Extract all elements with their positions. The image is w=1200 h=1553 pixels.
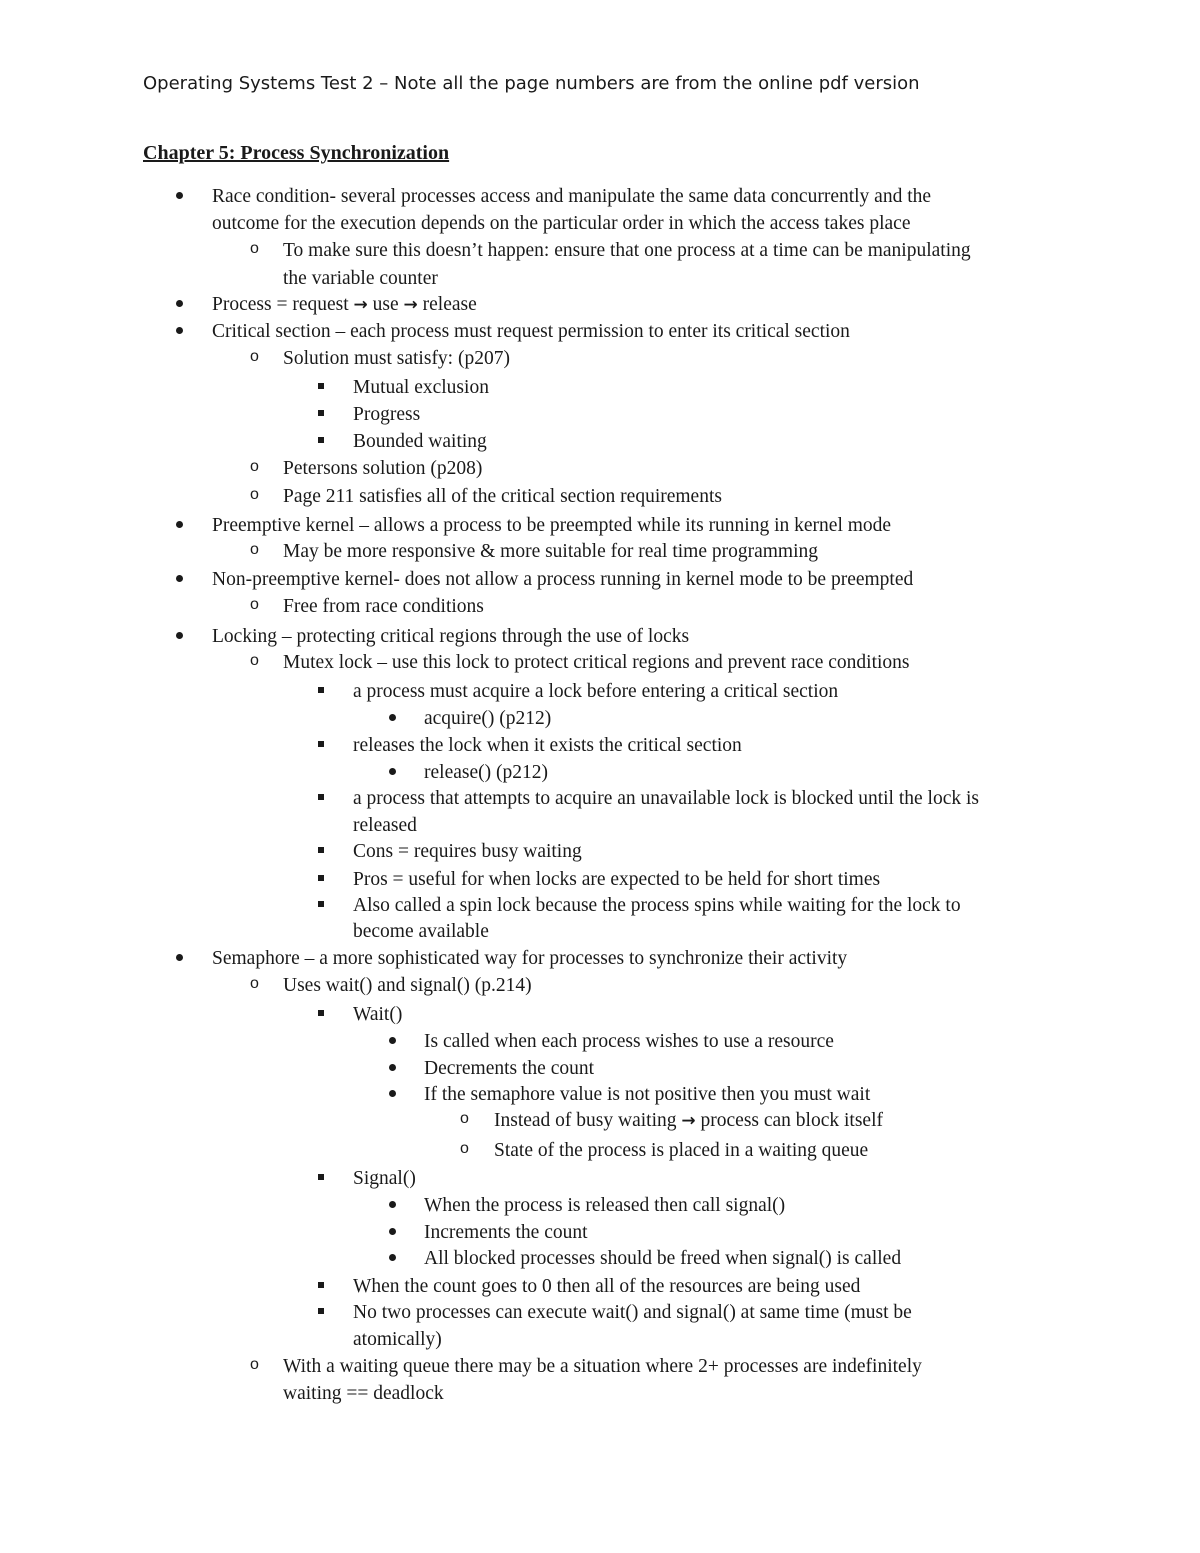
arrow-icon: →: [353, 295, 368, 315]
circle-bullet-icon: o: [250, 652, 259, 669]
note-line: Wait(): [353, 1004, 403, 1025]
circle-bullet-icon: o: [250, 240, 259, 257]
circle-bullet-icon: o: [250, 1356, 259, 1373]
square-bullet-icon: [318, 838, 324, 853]
note-line: releases the lock when it exists the critical section: [353, 735, 742, 756]
note-line: Progress: [353, 404, 421, 425]
circle-bullet-icon: o: [250, 486, 259, 503]
note-line: Petersons solution (p208): [283, 458, 483, 479]
note-line: Bounded waiting: [353, 431, 487, 452]
square-bullet-icon: [318, 374, 324, 389]
note-line: Cons = requires busy waiting: [353, 841, 582, 862]
square-bullet-icon: [318, 732, 324, 747]
bullet-icon: [389, 1081, 396, 1097]
circle-bullet-icon: o: [250, 541, 259, 558]
note-line: Race condition- several processes access and manipulate the same data concurrently and the: [212, 186, 932, 207]
square-bullet-icon: [318, 892, 324, 907]
circle-bullet-icon: o: [460, 1110, 469, 1127]
note-line: the variable counter: [283, 268, 438, 289]
bullet-icon: [176, 291, 183, 307]
note-line: waiting == deadlock: [283, 1383, 444, 1404]
bullet-icon: [389, 1245, 396, 1261]
note-line: All blocked processes should be freed when signal() is called: [424, 1248, 902, 1269]
note-line: Is called when each process wishes to use a resource: [424, 1031, 834, 1052]
note-line: Page 211 satisfies all of the critical section requirements: [283, 486, 722, 507]
square-bullet-icon: [318, 1165, 324, 1180]
square-bullet-icon: [318, 785, 324, 800]
note-line: become available: [353, 921, 489, 942]
note-line: Solution must satisfy: (p207): [283, 348, 510, 369]
bullet-icon: [176, 566, 183, 582]
circle-bullet-icon: o: [250, 458, 259, 475]
note-line: When the process is released then call signal(): [424, 1195, 786, 1216]
note-line: a process must acquire a lock before entering a critical section: [353, 681, 839, 702]
note-line: Semaphore – a more sophisticated way for processes to synchronize their activity: [212, 948, 848, 969]
note-line: Also called a spin lock because the process spins while waiting for the lock to: [353, 895, 961, 916]
chapter-heading: Chapter 5: Process Synchronization: [143, 142, 450, 164]
note-line: Mutual exclusion: [353, 377, 489, 398]
bullet-icon: [176, 623, 183, 639]
bullet-icon: [389, 1055, 396, 1071]
note-line: When the count goes to 0 then all of the resources are being used: [353, 1276, 861, 1297]
bullet-icon: [389, 1219, 396, 1235]
note-line: Non-preemptive kernel- does not allow a process running in kernel mode to be preempted: [212, 569, 914, 590]
bullet-icon: [176, 945, 183, 961]
note-line: a process that attempts to acquire an unavailable lock is blocked until the lock is: [353, 788, 979, 809]
note-line: Pros = useful for when locks are expected to be held for short times: [353, 869, 881, 890]
square-bullet-icon: [318, 1273, 324, 1288]
circle-bullet-icon: o: [250, 596, 259, 613]
square-bullet-icon: [318, 401, 324, 416]
note-line: State of the process is placed in a waiting queue: [494, 1140, 869, 1161]
bullet-icon: [389, 705, 396, 721]
square-bullet-icon: [318, 428, 324, 443]
note-line: With a waiting queue there may be a situation where 2+ processes are indefinitely: [283, 1356, 922, 1377]
note-line: No two processes can execute wait() and signal() at same time (must be: [353, 1302, 912, 1323]
circle-bullet-icon: o: [460, 1140, 469, 1157]
note-line: To make sure this doesn’t happen: ensure that one process at a time can be manipulating: [283, 240, 971, 261]
note-line: Preemptive kernel – allows a process to be preempted while its running in kernel mode: [212, 515, 892, 536]
square-bullet-icon: [318, 1299, 324, 1314]
note-line: acquire() (p212): [424, 708, 552, 729]
note-line: release() (p212): [424, 762, 548, 783]
square-bullet-icon: [318, 1001, 324, 1016]
square-bullet-icon: [318, 866, 324, 881]
note-line: Decrements the count: [424, 1058, 595, 1079]
bullet-icon: [389, 1192, 396, 1208]
circle-bullet-icon: o: [250, 975, 259, 992]
bullet-icon: [176, 318, 183, 334]
note-line: Free from race conditions: [283, 596, 484, 617]
bullet-icon: [176, 183, 183, 199]
note-line: Instead of busy waiting → process can block itself: [494, 1110, 883, 1131]
note-line: atomically): [353, 1329, 442, 1350]
arrow-icon: →: [681, 1111, 696, 1131]
bullet-icon: [389, 1028, 396, 1044]
note-line: released: [353, 815, 417, 836]
arrow-icon: →: [403, 295, 418, 315]
bullet-icon: [176, 512, 183, 528]
note-line: Uses wait() and signal() (p.214): [283, 975, 532, 996]
note-line: Mutex lock – use this lock to protect critical regions and prevent race conditions: [283, 652, 910, 673]
square-bullet-icon: [318, 678, 324, 693]
circle-bullet-icon: o: [250, 348, 259, 365]
note-line: If the semaphore value is not positive then you must wait: [424, 1084, 871, 1105]
note-line: Process = request → use → release: [212, 294, 477, 315]
bullet-icon: [389, 759, 396, 775]
note-line: May be more responsive & more suitable for real time programming: [283, 541, 819, 562]
note-line: Locking – protecting critical regions through the use of locks: [212, 626, 690, 647]
note-line: outcome for the execution depends on the particular order in which the access takes place: [212, 213, 911, 234]
note-line: Increments the count: [424, 1222, 588, 1243]
page-header: Operating Systems Test 2 – Note all the page numbers are from the online pdf version: [143, 73, 920, 94]
note-line: Signal(): [353, 1168, 416, 1189]
note-line: Critical section – each process must request permission to enter its critical section: [212, 321, 850, 342]
